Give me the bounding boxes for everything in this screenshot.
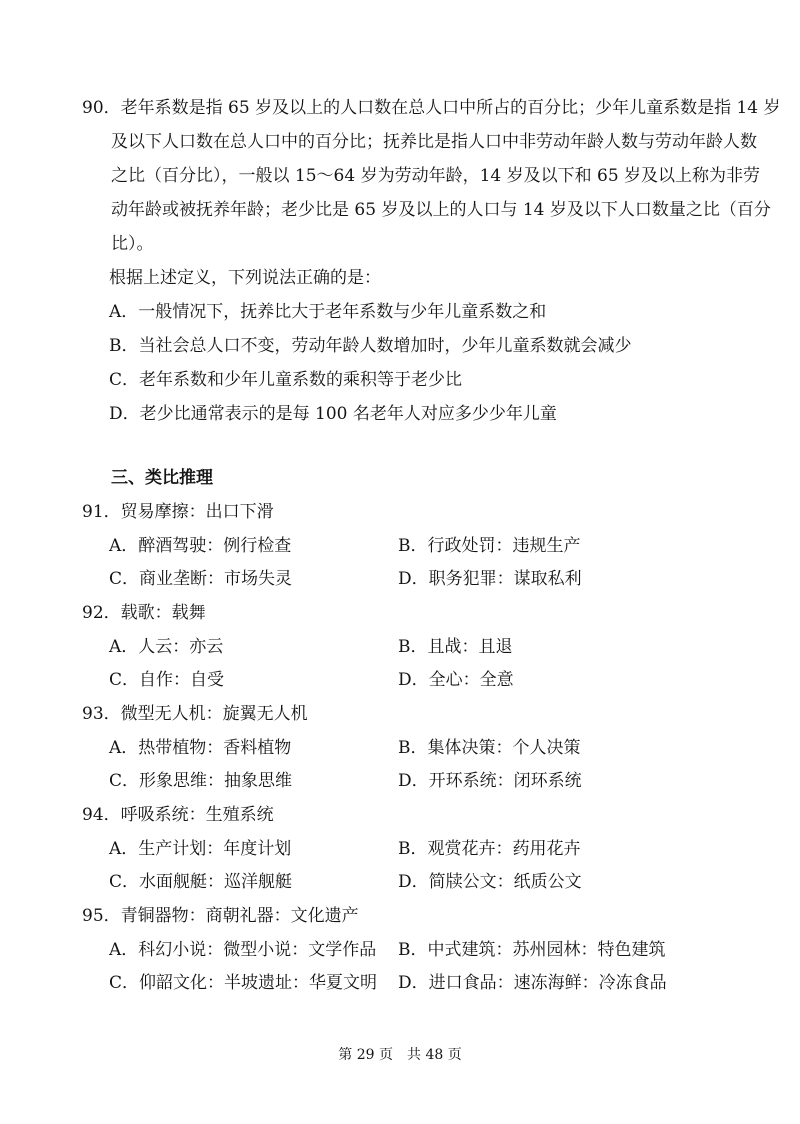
question-92-option-c: C．自作：自受	[109, 670, 225, 690]
question-94-option-c: C．水面舰艇：巡洋舰艇	[109, 872, 293, 892]
question-94-option-d: D．简牍公文：纸质公文	[398, 872, 582, 892]
question-90-option-c: C．老年系数和少年儿童系数的乘积等于老少比	[109, 370, 463, 390]
question-95-option-b: B．中式建筑：苏州园林：特色建筑	[398, 940, 666, 960]
question-93-option-a: A．热带植物：香料植物	[109, 738, 292, 758]
question-90-option-b: B．当社会总人口不变，劳动年龄人数增加时，少年儿童系数就会减少	[109, 336, 632, 356]
question-91-option-d: D．职务犯罪：谋取私利	[398, 569, 582, 589]
question-90-line-4: 动年龄或被抚养年龄；老少比是 65 岁及以上的人口与 14 岁及以下人口数量之比（百分	[111, 200, 771, 220]
question-92-option-b: B．且战：且退	[398, 637, 513, 657]
question-95-option-a: A．科幻小说：微型小说：文学作品	[109, 940, 377, 960]
question-92-stem: 92．载歌：载舞	[82, 603, 206, 623]
question-90-line-1: 90．老年系数是指 65 岁及以上的人口数在总人口中所占的百分比；少年儿童系数是指 14 岁	[82, 98, 781, 118]
question-91-stem: 91．贸易摩擦：出口下滑	[82, 502, 274, 522]
question-94-option-a: A．生产计划：年度计划	[109, 839, 292, 859]
question-93-option-c: C．形象思维：抽象思维	[109, 771, 293, 791]
question-90-line-5: 比）。	[111, 234, 154, 254]
question-94-stem: 94．呼吸系统：生殖系统	[82, 805, 274, 825]
question-91-option-c: C．商业垄断：市场失灵	[109, 569, 293, 589]
section-title: 三、类比推理	[111, 468, 213, 488]
question-90-prompt: 根据上述定义，下列说法正确的是：	[109, 268, 381, 288]
question-95-option-d: D．进口食品：速冻海鲜：冷冻食品	[398, 973, 667, 993]
question-93-stem: 93．微型无人机：旋翼无人机	[82, 704, 308, 724]
question-94-option-b: B．观赏花卉：药用花卉	[398, 839, 581, 859]
question-90-option-a: A．一般情况下，抚养比大于老年系数与少年儿童系数之和	[109, 302, 547, 322]
page-footer: 第 29 页 共 48 页	[338, 1047, 462, 1063]
question-93-option-d: D．开环系统：闭环系统	[398, 771, 582, 791]
question-92-option-a: A．人云：亦云	[109, 637, 224, 657]
question-95-stem: 95．青铜器物：商朝礼器：文化遗产	[82, 906, 359, 926]
question-92-option-d: D．全心：全意	[398, 670, 514, 690]
question-91-option-b: B．行政处罚：违规生产	[398, 536, 581, 556]
question-93-option-b: B．集体决策：个人决策	[398, 738, 581, 758]
question-95-option-c: C．仰韶文化：半坡遗址：华夏文明	[109, 973, 378, 993]
question-90-option-d: D．老少比通常表示的是每 100 名老年人对应多少少年儿童	[109, 404, 557, 424]
question-91-option-a: A．醉酒驾驶：例行检查	[109, 536, 292, 556]
question-90-line-2: 及以下人口数在总人口中的百分比；抚养比是指人口中非劳动年龄人数与劳动年龄人数	[111, 132, 757, 152]
question-90-line-3: 之比（百分比），一般以 15～64 岁为劳动年龄，14 岁及以下和 65 岁及以上称为非劳	[111, 166, 761, 186]
